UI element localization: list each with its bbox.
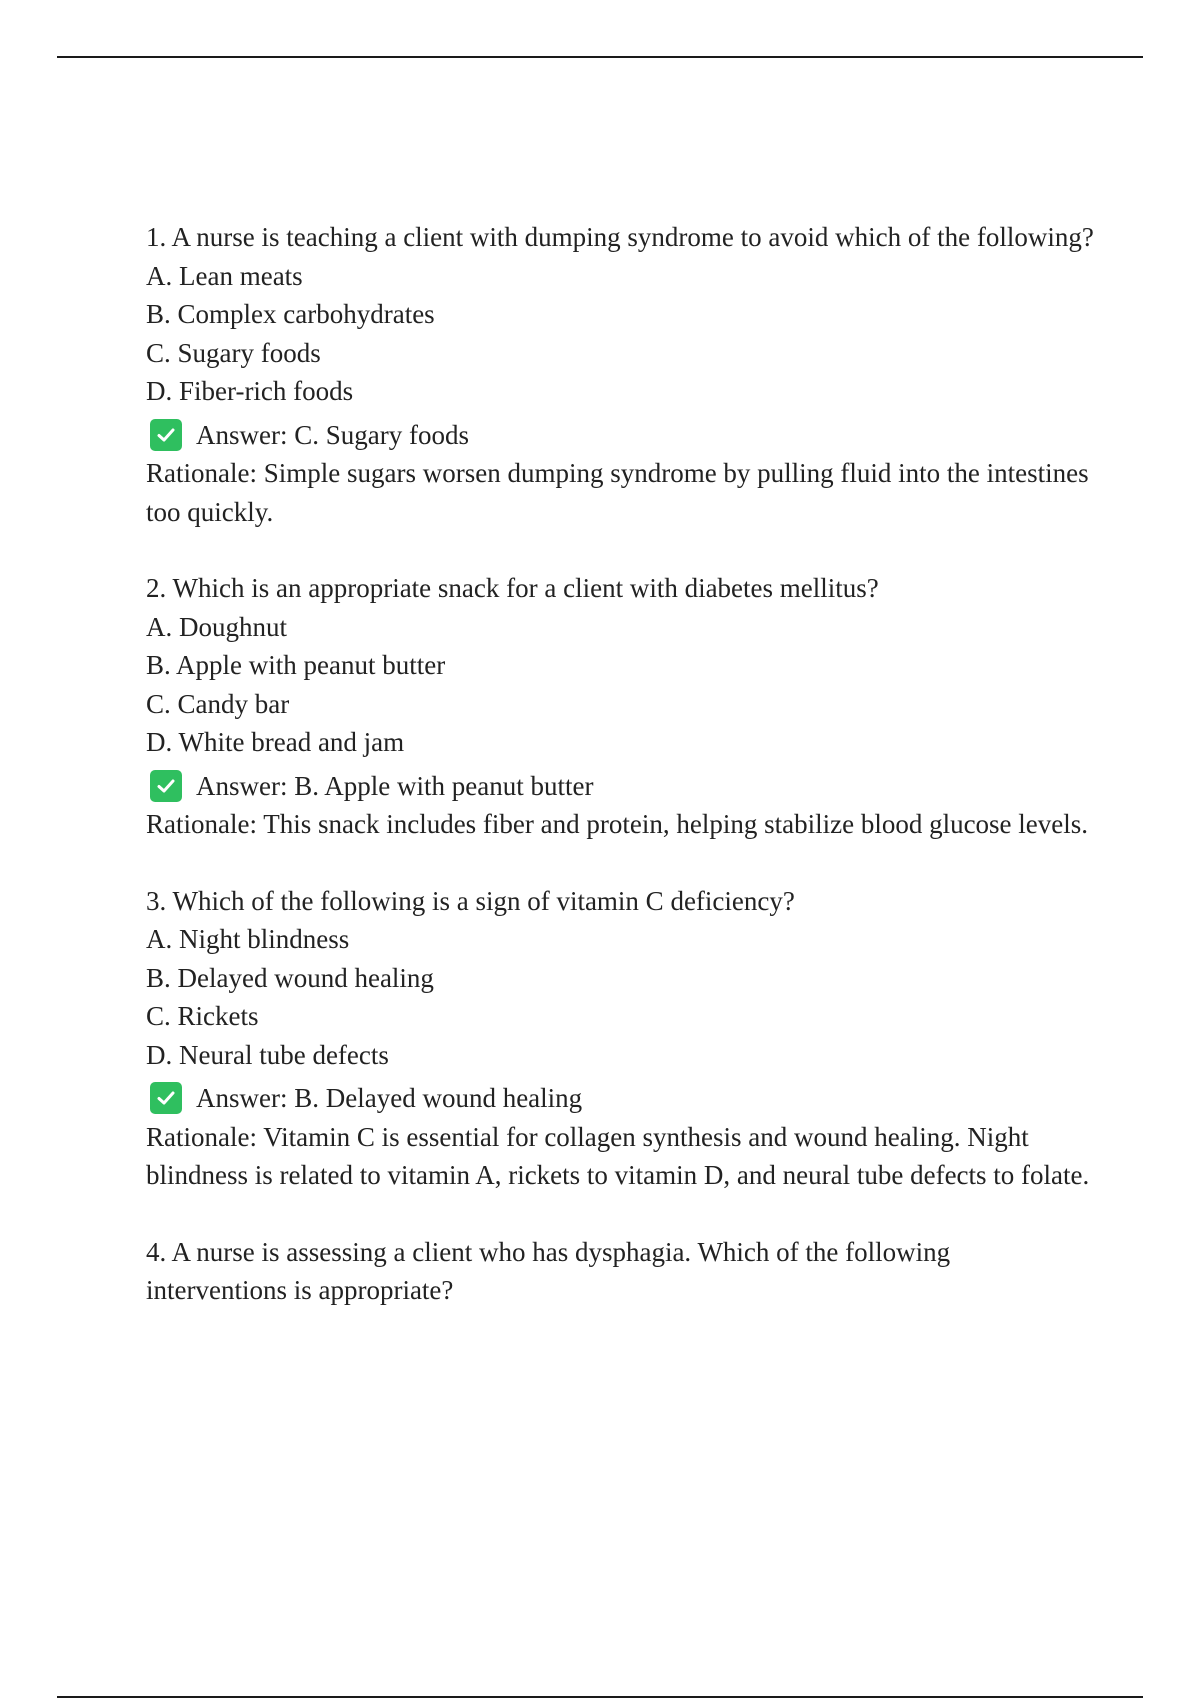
rationale-text: Rationale: Vitamin C is essential for collagen synthesis and wound healing. Night blindness is related to vitamin A, rickets to vitamin D, and neural tube defects to folate. bbox=[146, 1121, 1090, 1190]
option-a: A. Doughnut bbox=[146, 611, 287, 642]
option-d: D. Neural tube defects bbox=[146, 1039, 389, 1070]
check-mark-icon bbox=[150, 770, 182, 802]
option-c: C. Candy bar bbox=[146, 688, 290, 719]
question-block-1 bbox=[146, 218, 1096, 531]
option-c: C. Rickets bbox=[146, 1001, 259, 1031]
option-b: B. Apple with peanut butter bbox=[146, 650, 446, 680]
question-text: 2. Which is an appropriate snack for a client with diabetes mellitus? bbox=[146, 573, 879, 603]
question-block-4 bbox=[146, 1233, 1096, 1310]
option-c: C. Sugary foods bbox=[146, 337, 321, 368]
question-block-2 bbox=[146, 569, 1096, 844]
answer-row bbox=[146, 767, 1096, 806]
question-block-3 bbox=[146, 882, 1096, 1195]
option-a: A. Lean meats bbox=[146, 260, 303, 291]
rationale-text: Rationale: Simple sugars worsen dumping syndrome by pulling fluid into the intestines too quickly. bbox=[146, 458, 1089, 527]
question-text: 4. A nurse is assessing a client who has dysphagia. Which of the following interventions is appropriate? bbox=[146, 1236, 951, 1305]
question-text: 1. A nurse is teaching a client with dumping syndrome to avoid which of the following? bbox=[146, 222, 1094, 252]
option-d: D. White bread and jam bbox=[146, 727, 405, 757]
answer-text: Answer: B. Apple with peanut butter bbox=[196, 770, 594, 801]
option-d: D. Fiber-rich foods bbox=[146, 376, 354, 406]
bottom-divider bbox=[57, 1696, 1143, 1698]
check-mark-icon bbox=[150, 419, 182, 451]
question-text: 3. Which of the following is a sign of vitamin C deficiency? bbox=[146, 885, 795, 916]
rationale-text: Rationale: This snack includes fiber and protein, helping stabilize blood glucose levels. bbox=[146, 809, 1089, 839]
option-a: A. Night blindness bbox=[146, 924, 350, 954]
answer-text: Answer: B. Delayed wound healing bbox=[196, 1083, 583, 1113]
check-mark-icon bbox=[150, 1082, 182, 1114]
answer-text: Answer: C. Sugary foods bbox=[196, 419, 469, 450]
option-b: B. Delayed wound healing bbox=[146, 962, 434, 993]
top-divider bbox=[57, 56, 1143, 58]
quiz-content bbox=[146, 218, 1096, 1348]
answer-row bbox=[146, 416, 1096, 455]
option-b: B. Complex carbohydrates bbox=[146, 299, 435, 329]
answer-row bbox=[146, 1079, 1096, 1118]
